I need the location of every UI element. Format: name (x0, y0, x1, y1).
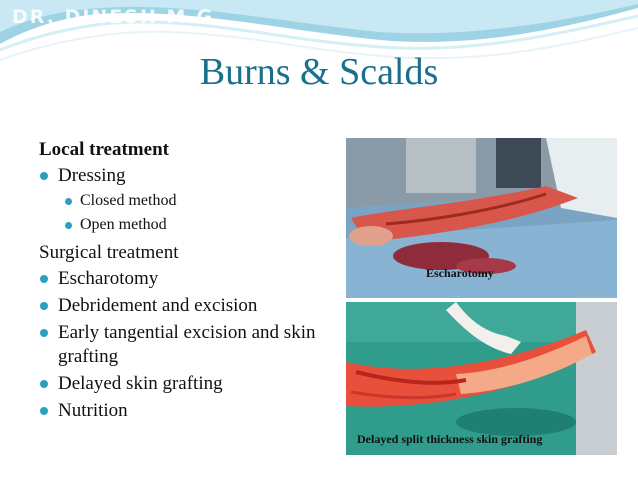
dressing-sublist (58, 189, 339, 237)
list-item-escharotomy: Escharotomy (39, 267, 339, 291)
content-text-block (39, 137, 339, 426)
local-treatment-heading: Local treatment (39, 139, 169, 160)
surgical-treatment-heading: Surgical treatment (39, 242, 179, 263)
list-item-nutrition: Nutrition (39, 399, 339, 423)
watermark-text: DR. DINESH M.G (12, 6, 215, 28)
surgical-treatment-list (39, 267, 339, 423)
local-treatment-list (39, 164, 339, 237)
list-item-delayed-grafting: Delayed skin grafting (39, 372, 339, 396)
list-item-label: Dressing (58, 165, 126, 186)
sublist-item-open-method: Open method (62, 213, 339, 237)
sublist-item-closed-method: Closed method (62, 189, 339, 213)
escharotomy-caption: Escharotomy (426, 266, 494, 280)
list-item-debridement: Debridement and excision (39, 294, 339, 318)
list-item-tangential-excision: Early tangential excision and skin grafting (39, 321, 339, 369)
skin-grafting-caption: Delayed split thickness skin grafting (357, 432, 543, 446)
list-item-dressing (39, 164, 339, 237)
slide-title: Burns & Scalds (199, 51, 439, 93)
